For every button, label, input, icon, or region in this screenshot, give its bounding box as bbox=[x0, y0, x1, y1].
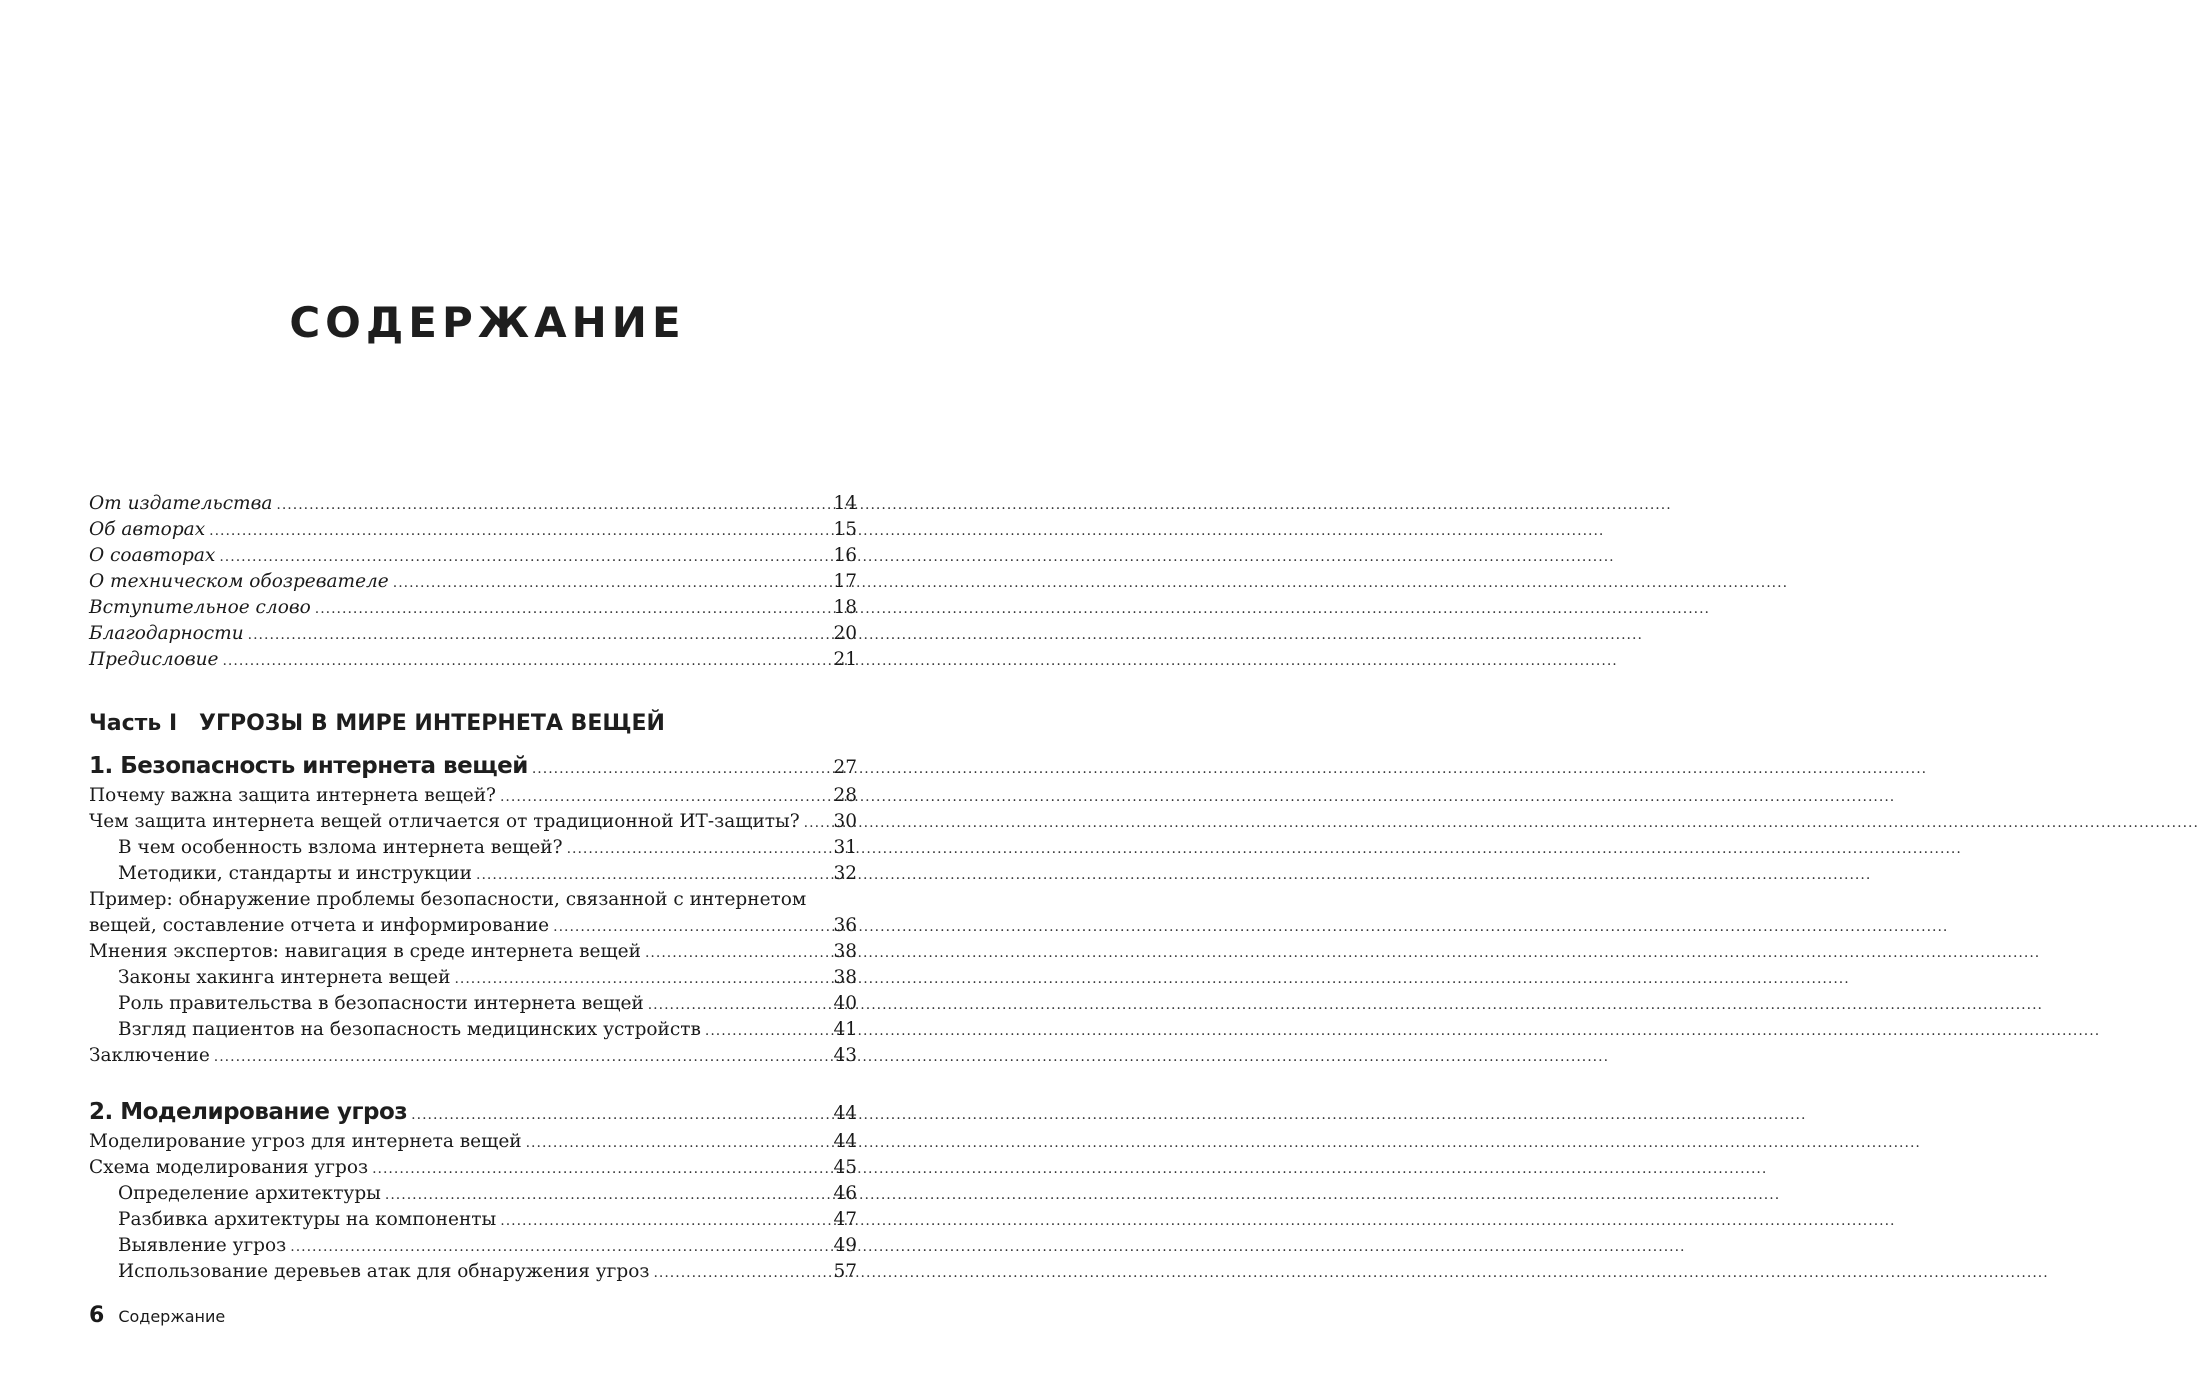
toc-entry-page: 16 bbox=[833, 545, 857, 566]
chapter-title: 1. Безопасность интернета вещей bbox=[89, 753, 528, 779]
toc-entry[interactable] bbox=[89, 939, 857, 965]
toc-entry[interactable] bbox=[89, 569, 857, 595]
toc-subentry[interactable] bbox=[89, 835, 857, 861]
toc-entry-label: Чем защита интернета вещей отличается от традиционной ИТ-защиты? bbox=[89, 811, 800, 832]
toc-subentry[interactable] bbox=[89, 1017, 857, 1043]
toc-entry-label: Взгляд пациентов на безопасность медицинских устройств bbox=[118, 1019, 701, 1040]
toc-entry[interactable] bbox=[89, 595, 857, 621]
page-footer bbox=[89, 1303, 225, 1328]
chapter-page: 27 bbox=[833, 757, 857, 778]
front-matter-list bbox=[89, 491, 857, 673]
toc-subentry[interactable] bbox=[89, 1207, 857, 1233]
toc-subentry[interactable] bbox=[89, 965, 857, 991]
part-title: УГРОЗЫ В МИРЕ ИНТЕРНЕТА ВЕЩЕЙ bbox=[199, 711, 665, 736]
toc-entry-page: 30 bbox=[833, 811, 857, 832]
chapter-title: 2. Моделирование угроз bbox=[89, 1099, 408, 1125]
toc-entry-label: Методики, стандарты и инструкции bbox=[118, 863, 473, 884]
toc-entry[interactable] bbox=[89, 647, 857, 673]
toc-subentry[interactable] bbox=[89, 1181, 857, 1207]
toc-entry[interactable] bbox=[89, 1155, 857, 1181]
toc-entry[interactable] bbox=[89, 809, 857, 835]
toc-entry-label: В чем особенность взлома интернета вещей? bbox=[118, 837, 563, 858]
toc-entry-page: 32 bbox=[833, 863, 857, 884]
toc-entry-page: 31 bbox=[833, 837, 857, 858]
toc-entry-page: 57 bbox=[833, 1261, 857, 1282]
toc-entry-page: 17 bbox=[833, 571, 857, 592]
chapter-2-section bbox=[89, 1095, 857, 1285]
toc-entry-page: 46 bbox=[833, 1183, 857, 1204]
toc-entry-label: Почему важна защита интернета вещей? bbox=[89, 785, 496, 806]
chapter-1-section bbox=[89, 749, 857, 1069]
toc-entry-label: Разбивка архитектуры на компоненты bbox=[118, 1209, 497, 1230]
toc-entry-page: 20 bbox=[833, 623, 857, 644]
toc-entry-label: Использование деревьев атак для обнаружения угроз bbox=[118, 1261, 650, 1282]
toc-entry-label: Об авторах bbox=[89, 519, 206, 540]
toc-entry-label: Моделирование угроз для интернета вещей bbox=[89, 1131, 522, 1152]
toc-entry-page: 14 bbox=[833, 493, 857, 514]
chapter-heading[interactable] bbox=[89, 1095, 857, 1129]
toc-entry-multiline[interactable] bbox=[89, 887, 857, 939]
toc-entry-page: 44 bbox=[833, 1131, 857, 1152]
toc-entry-label: О соавторах bbox=[89, 545, 216, 566]
toc-entry-label: Заключение bbox=[89, 1045, 210, 1066]
page-title: СОДЕРЖАНИЕ bbox=[289, 298, 686, 347]
toc-entry-page: 43 bbox=[833, 1045, 857, 1066]
running-title: Содержание bbox=[118, 1307, 226, 1326]
toc-entry-page: 41 bbox=[833, 1019, 857, 1040]
toc-entry-page: 47 bbox=[833, 1209, 857, 1230]
toc-entry[interactable] bbox=[89, 783, 857, 809]
toc-entry-page: 49 bbox=[833, 1235, 857, 1256]
toc-entry-page: 36 bbox=[833, 915, 857, 936]
toc-subentry[interactable] bbox=[89, 991, 857, 1017]
toc-entry-page: 15 bbox=[833, 519, 857, 540]
toc-entry-label: Законы хакинга интернета вещей bbox=[118, 967, 451, 988]
toc-entry-page: 18 bbox=[833, 597, 857, 618]
toc-entry-label: От издательства bbox=[89, 493, 273, 514]
toc-entry-label: Вступительное слово bbox=[89, 597, 311, 618]
toc-entry-label: Благодарности bbox=[89, 623, 244, 644]
toc-entry-page: 28 bbox=[833, 785, 857, 806]
part-number: Часть I bbox=[89, 711, 178, 736]
toc-entry-page: 40 bbox=[833, 993, 857, 1014]
toc-entry-label: Мнения экспертов: навигация в среде интернета вещей bbox=[89, 941, 641, 962]
toc-entry-label: Определение архитектуры bbox=[118, 1183, 381, 1204]
chapter-heading[interactable] bbox=[89, 749, 857, 783]
toc-entry-label: О техническом обозревателе bbox=[89, 571, 389, 592]
toc-entry-label: Выявление угроз bbox=[118, 1235, 287, 1256]
page-number: 6 bbox=[89, 1303, 105, 1328]
toc-entry-page: 38 bbox=[833, 941, 857, 962]
toc-entry[interactable] bbox=[89, 1043, 857, 1069]
toc-entry[interactable] bbox=[89, 621, 857, 647]
toc-entry-page: 38 bbox=[833, 967, 857, 988]
toc-entry-label-line2: вещей, составление отчета и информирование bbox=[89, 915, 550, 936]
toc-entry[interactable] bbox=[89, 517, 857, 543]
toc-entry-label: Роль правительства в безопасности интернета вещей bbox=[118, 993, 644, 1014]
toc-entry-label-line1: Пример: обнаружение проблемы безопасности, связанной с интернетом bbox=[89, 889, 807, 910]
toc-entry-label: Схема моделирования угроз bbox=[89, 1157, 369, 1178]
toc-subentry[interactable] bbox=[89, 861, 857, 887]
toc-subentry[interactable] bbox=[89, 1259, 857, 1285]
chapter-page: 44 bbox=[833, 1103, 857, 1124]
toc-entry-page: 45 bbox=[833, 1157, 857, 1178]
part-heading bbox=[89, 709, 857, 739]
toc-entry[interactable] bbox=[89, 1129, 857, 1155]
toc-subentry[interactable] bbox=[89, 1233, 857, 1259]
toc-entry[interactable] bbox=[89, 543, 857, 569]
toc-entry-label: Предисловие bbox=[89, 649, 219, 670]
toc-entry-page: 21 bbox=[833, 649, 857, 670]
toc-entry[interactable] bbox=[89, 491, 857, 517]
